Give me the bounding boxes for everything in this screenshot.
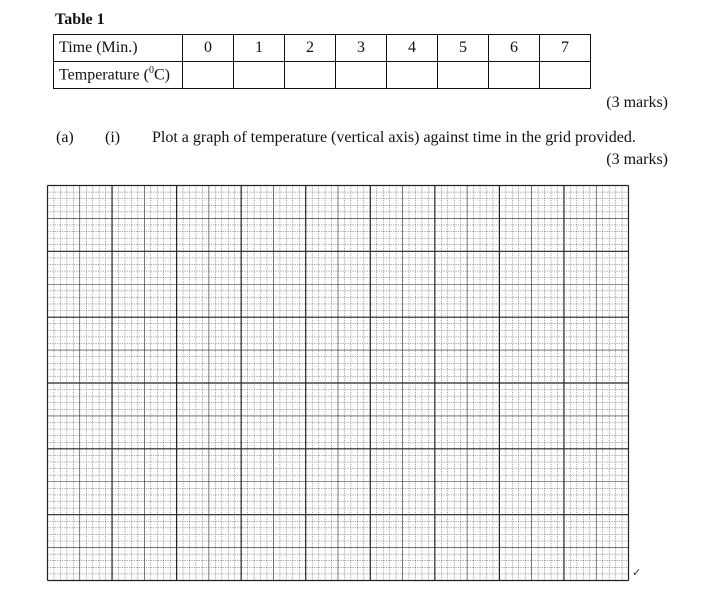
time-cell: 3 [336, 35, 387, 62]
time-row [54, 35, 591, 62]
time-cell: 7 [540, 35, 591, 62]
temperature-input-cell[interactable] [336, 62, 387, 89]
time-cell: 2 [285, 35, 336, 62]
temperature-label: Temperature ($^0$C) [54, 62, 183, 89]
check-mark-icon: ✓ [632, 567, 642, 579]
temperature-input-cell[interactable] [285, 62, 336, 89]
time-cell: 6 [489, 35, 540, 62]
temperature-input-cell[interactable] [489, 62, 540, 89]
time-cell: 5 [438, 35, 489, 62]
table-title: Table 1 [55, 11, 105, 28]
time-cell: 0 [183, 35, 234, 62]
temperature-input-cell[interactable] [183, 62, 234, 89]
graph-paper-grid[interactable] [46, 184, 630, 582]
time-label: Time (Min.) [54, 35, 183, 62]
temperature-input-cell[interactable] [540, 62, 591, 89]
question-marks: (3 marks) [606, 151, 668, 168]
temperature-row [54, 62, 591, 89]
question-text: Plot a graph of temperature (vertical axis) against time in the grid provided. [152, 129, 636, 146]
question-part-label: (a) [56, 129, 74, 146]
temperature-input-cell[interactable] [387, 62, 438, 89]
data-table [53, 34, 591, 89]
table-marks: (3 marks) [606, 94, 668, 111]
time-cell: 4 [387, 35, 438, 62]
temperature-input-cell[interactable] [234, 62, 285, 89]
question-subpart-label: (i) [105, 129, 121, 146]
temperature-input-cell[interactable] [438, 62, 489, 89]
time-cell: 1 [234, 35, 285, 62]
